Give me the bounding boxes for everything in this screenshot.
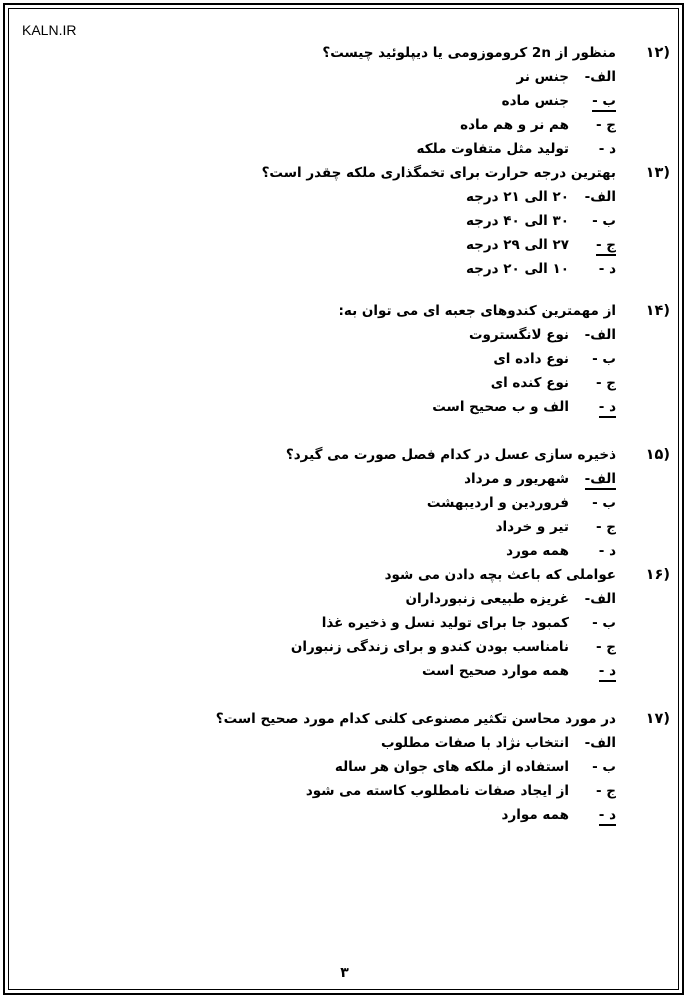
option-label: د - <box>598 261 616 277</box>
option-label: الف- <box>584 189 616 205</box>
option-text: همه مورد <box>506 543 569 559</box>
question-number: (۱۶ <box>645 567 670 583</box>
question-text: در مورد محاسن تکثیر مصنوعی کلنی کدام مورد صحیح است؟ <box>215 711 616 727</box>
option-text: تیر و خرداد <box>495 519 569 535</box>
option-label: ب - <box>592 615 616 631</box>
question-text: عواملی که باعث بچه دادن می شود <box>384 567 616 583</box>
question-number: (۱۵ <box>645 447 670 463</box>
option-label: ب - <box>592 495 616 511</box>
option-text: الف و ب صحیح است <box>432 399 569 415</box>
option-label: الف- <box>576 471 616 487</box>
option-label: ج - <box>576 237 616 253</box>
option-text: نوع کنده ای <box>490 375 569 391</box>
option-label: الف- <box>584 69 616 85</box>
question-text: بهترین درجه حرارت برای تخمگذاری ملکه چقدر است؟ <box>261 165 616 181</box>
site-watermark: KALN.IR <box>22 22 77 38</box>
option-label: ج - <box>595 639 616 655</box>
question-number: (۱۳ <box>645 165 670 181</box>
option-label: د - <box>598 543 616 559</box>
option-label: ب - <box>576 93 616 109</box>
option-text: نوع داده ای <box>493 351 569 367</box>
question-text: منظور از 2n کروموزومی یا دیپلوئید چیست؟ <box>322 45 616 61</box>
option-text: نوع لانگستروت <box>468 327 569 343</box>
question-text: ذخیره سازی عسل در کدام فصل صورت می گیرد؟ <box>285 447 616 463</box>
option-text: فروردین و اردیبهشت <box>426 495 569 511</box>
option-text: جنس ماده <box>501 93 569 109</box>
option-label: د - <box>576 663 616 679</box>
option-text: نامناسب بودن کندو و برای زندگی زنبوران <box>290 639 569 655</box>
question-text: از مهمترین کندوهای جعبه ای می توان به: <box>338 303 616 319</box>
option-label: ج - <box>595 117 616 133</box>
page-number: ۳ <box>340 965 349 981</box>
option-text: همه موارد <box>501 807 569 823</box>
question-number: (۱۲ <box>645 45 670 61</box>
option-text: هم نر و هم ماده <box>460 117 569 133</box>
option-label: د - <box>576 807 616 823</box>
option-text: ۲۷ الی ۲۹ درجه <box>465 237 569 253</box>
option-text: از ایجاد صفات نامطلوب کاسته می شود <box>305 783 569 799</box>
option-text: شهریور و مرداد <box>464 471 569 487</box>
option-label: ب - <box>592 351 616 367</box>
option-text: غریزه طبیعی زنبورداران <box>405 591 569 607</box>
option-text: جنس نر <box>516 69 569 85</box>
option-label: ب - <box>592 759 616 775</box>
question-number: (۱۷ <box>645 711 670 727</box>
option-label: الف- <box>584 735 616 751</box>
option-text: انتخاب نژاد با صفات مطلوب <box>381 735 569 751</box>
option-text: ۳۰ الی ۴۰ درجه <box>465 213 569 229</box>
option-label: الف- <box>584 591 616 607</box>
option-text: تولید مثل متفاوت ملکه <box>416 141 569 157</box>
option-label: د - <box>576 399 616 415</box>
option-label: الف- <box>584 327 616 343</box>
question-number: (۱۴ <box>645 303 670 319</box>
option-label: ب - <box>592 213 616 229</box>
option-text: ۲۰ الی ۲۱ درجه <box>465 189 569 205</box>
option-label: ج - <box>595 375 616 391</box>
option-text: استفاده از ملکه های جوان هر ساله <box>334 759 569 775</box>
option-text: ۱۰ الی ۲۰ درجه <box>465 261 569 277</box>
option-label: ج - <box>595 519 616 535</box>
option-label: د - <box>598 141 616 157</box>
option-text: کمبود جا برای تولید نسل و ذخیره غذا <box>321 615 569 631</box>
option-label: ج - <box>595 783 616 799</box>
option-text: همه موارد صحیح است <box>421 663 569 679</box>
